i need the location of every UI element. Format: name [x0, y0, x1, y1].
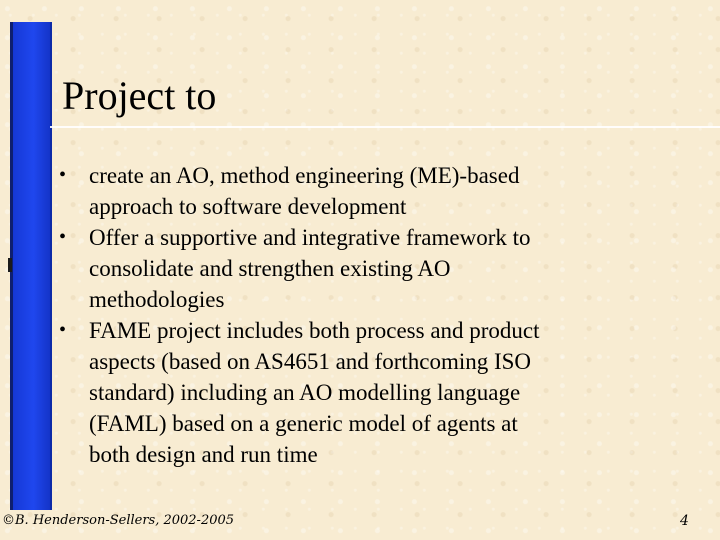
footer-copyright: ©B. Henderson-Sellers, 2002-2005 [2, 513, 235, 528]
title-divider [50, 126, 720, 128]
left-accent-bar [13, 22, 50, 510]
bullet-line: consolidate and strengthen existing AO [89, 256, 451, 281]
bullet-line: approach to software development [89, 194, 407, 219]
bullet-symbol: • [59, 164, 67, 186]
bullet-line: (FAML) based on a generic model of agents at [89, 411, 518, 436]
bullet-line: create an AO, method engineering (ME)-based [89, 163, 520, 188]
bullet-line: methodologies [89, 287, 225, 312]
bullet-line: both design and run time [89, 442, 318, 467]
page-number: 4 [680, 513, 689, 529]
bullet-line: FAME project includes both process and product [89, 318, 540, 343]
bullet-symbol: • [59, 319, 67, 341]
slide-title: Project to [62, 73, 217, 118]
bullet-symbol: • [59, 226, 67, 248]
bullet-list [56, 160, 656, 470]
bullet-line: Offer a supportive and integrative framework to [89, 225, 531, 250]
bullet-item-3 [56, 315, 656, 470]
bullet-line: standard) including an AO modelling language [89, 380, 521, 405]
left-bar-tick [8, 258, 12, 272]
bullet-item-2 [56, 222, 656, 315]
bullet-item-1 [56, 160, 656, 222]
bullet-line: aspects (based on AS4651 and forthcoming ISO [89, 349, 532, 374]
